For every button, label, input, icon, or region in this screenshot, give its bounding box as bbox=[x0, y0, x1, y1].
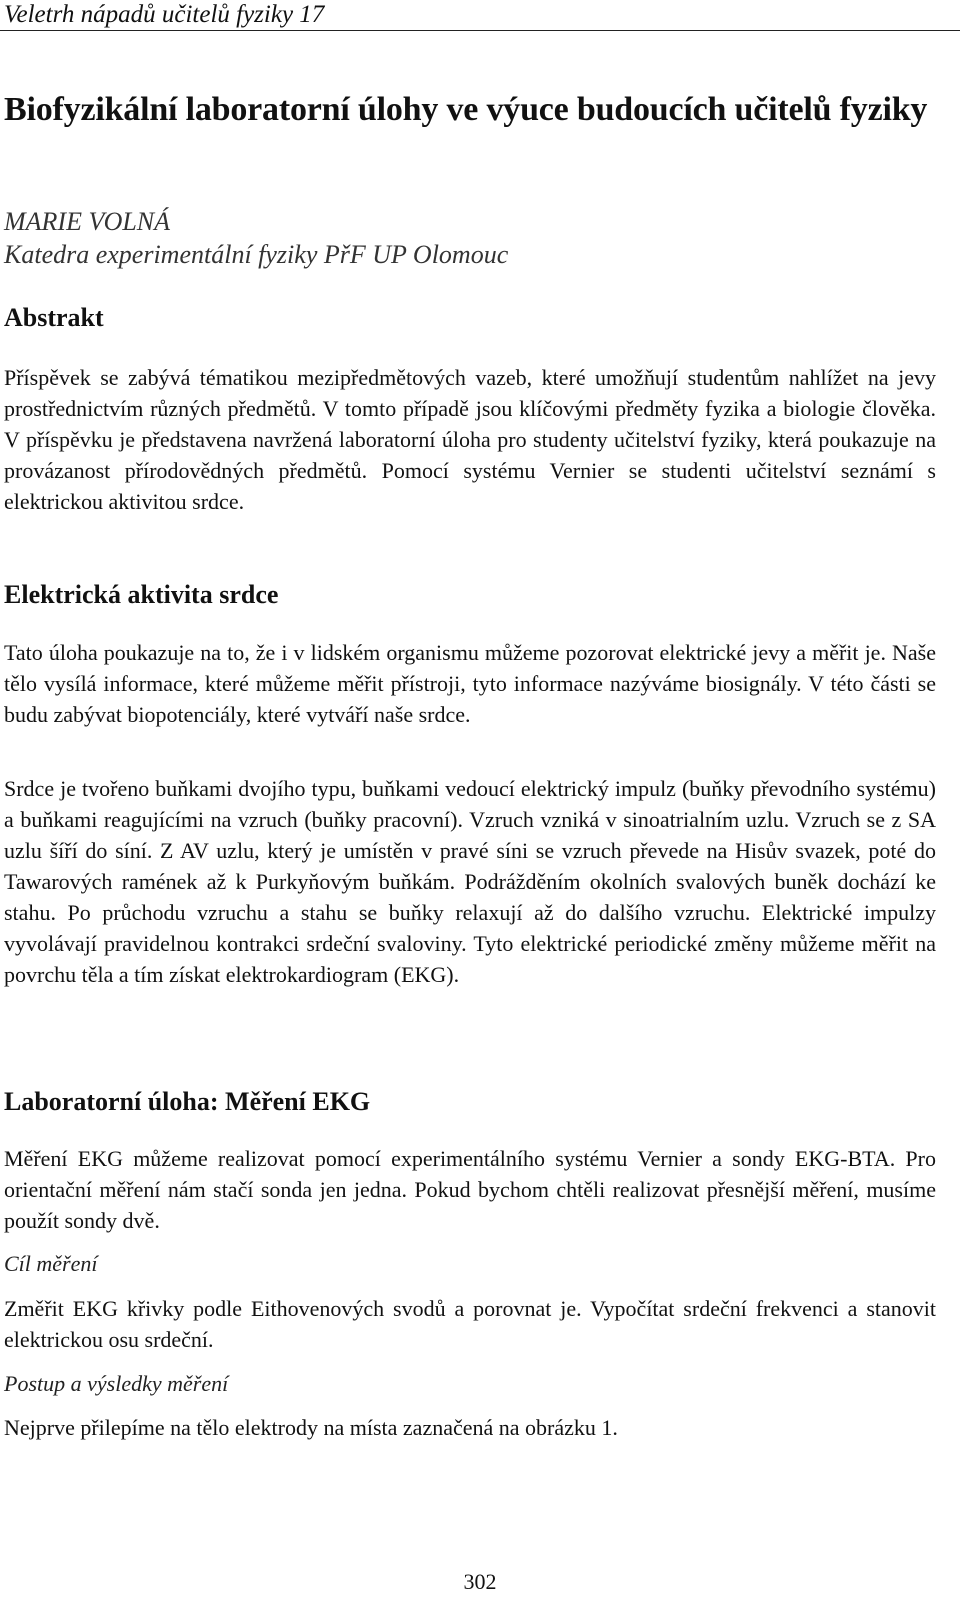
procedure-heading: Postup a výsledky měření bbox=[4, 1371, 229, 1396]
author-name: MARIE VOLNÁ bbox=[4, 207, 171, 236]
abstract-text: Příspěvek se zabývá tématikou mezipředmětových vazeb, které umožňují studentům nahlížet na jevy prostřednictvím různých předmětů. V tomto případě jsou klíčovými předměty fyzika a biologie člověka. V příspěvku je představena navržená laboratorní úloha pro studenty učitelství fyziky, která poukazuje na provázanost přírodovědných předmětů. Pomocí systému Vernier se studenti učitelství seznámí s elektrickou aktivitou srdce. bbox=[4, 365, 936, 514]
page-number: 302 bbox=[463, 1569, 497, 1594]
abstract-heading: Abstrakt bbox=[4, 303, 104, 332]
goal-heading: Cíl měření bbox=[4, 1251, 98, 1276]
section-heading-lab-task: Laboratorní úloha: Měření EKG bbox=[4, 1087, 371, 1116]
article-title: Biofyzikální laboratorní úlohy ve výuce budoucích učitelů fyziky bbox=[4, 91, 928, 128]
running-header: Veletrh nápadů učitelů fyziky 17 bbox=[4, 1, 325, 28]
author-affiliation: Katedra experimentální fyziky PřF UP Olomouc bbox=[4, 240, 509, 269]
goal-text: Změřit EKG křivky podle Eithovenových svodů a porovnat je. Vypočítat srdeční frekvenci a stanovit elektrickou osu srdeční. bbox=[4, 1296, 936, 1352]
heart-activity-paragraph-2: Srdce je tvořeno buňkami dvojího typu, buňkami vedoucí elektrický impulz (buňky převodního systému) a buňkami reagujícími na vzruch (buňky pracovní). Vzruch vzniká v sinoatrialním uzlu. Vzruch se z SA uzlu šíří do síní. Z AV uzlu, který je umístěn v pravé síni se vzruch převede na Hisův svazek, poté do Tawarových ramének až k Purkyňovým buňkám. Podrážděním okolních svalových buněk dochází ke stahu. Po průchodu vzruchu a stahu se buňky relaxují až do dalšího vzruchu. Elektrické impulzy vyvolávají pravidelnou kontrakci srdeční svaloviny. Tyto elektrické periodické změny můžeme měřit na povrchu těla a tím získat elektrokardiogram (EKG). bbox=[4, 776, 936, 987]
header-rule bbox=[0, 30, 960, 31]
heart-activity-paragraph-1: Tato úloha poukazuje na to, že i v lidském organismu můžeme pozorovat elektrické jevy a měřit je. Naše tělo vysílá informace, které můžeme měřit přístroji, tyto informace nazýváme biosignály. V této části se budu zabývat biopotenciály, které vytváří naše srdce. bbox=[4, 640, 936, 727]
procedure-text: Nejprve přilepíme na tělo elektrody na místa zaznačená na obrázku 1. bbox=[4, 1415, 618, 1440]
section-heading-heart-activity: Elektrická aktivita srdce bbox=[4, 580, 279, 609]
lab-task-paragraph: Měření EKG můžeme realizovat pomocí experimentálního systému Vernier a sondy EKG-BTA. Pro orientační měření nám stačí sonda jen jedna. Pokud bychom chtěli realizovat přesnější měření, musíme použít sondy dvě. bbox=[4, 1146, 936, 1233]
